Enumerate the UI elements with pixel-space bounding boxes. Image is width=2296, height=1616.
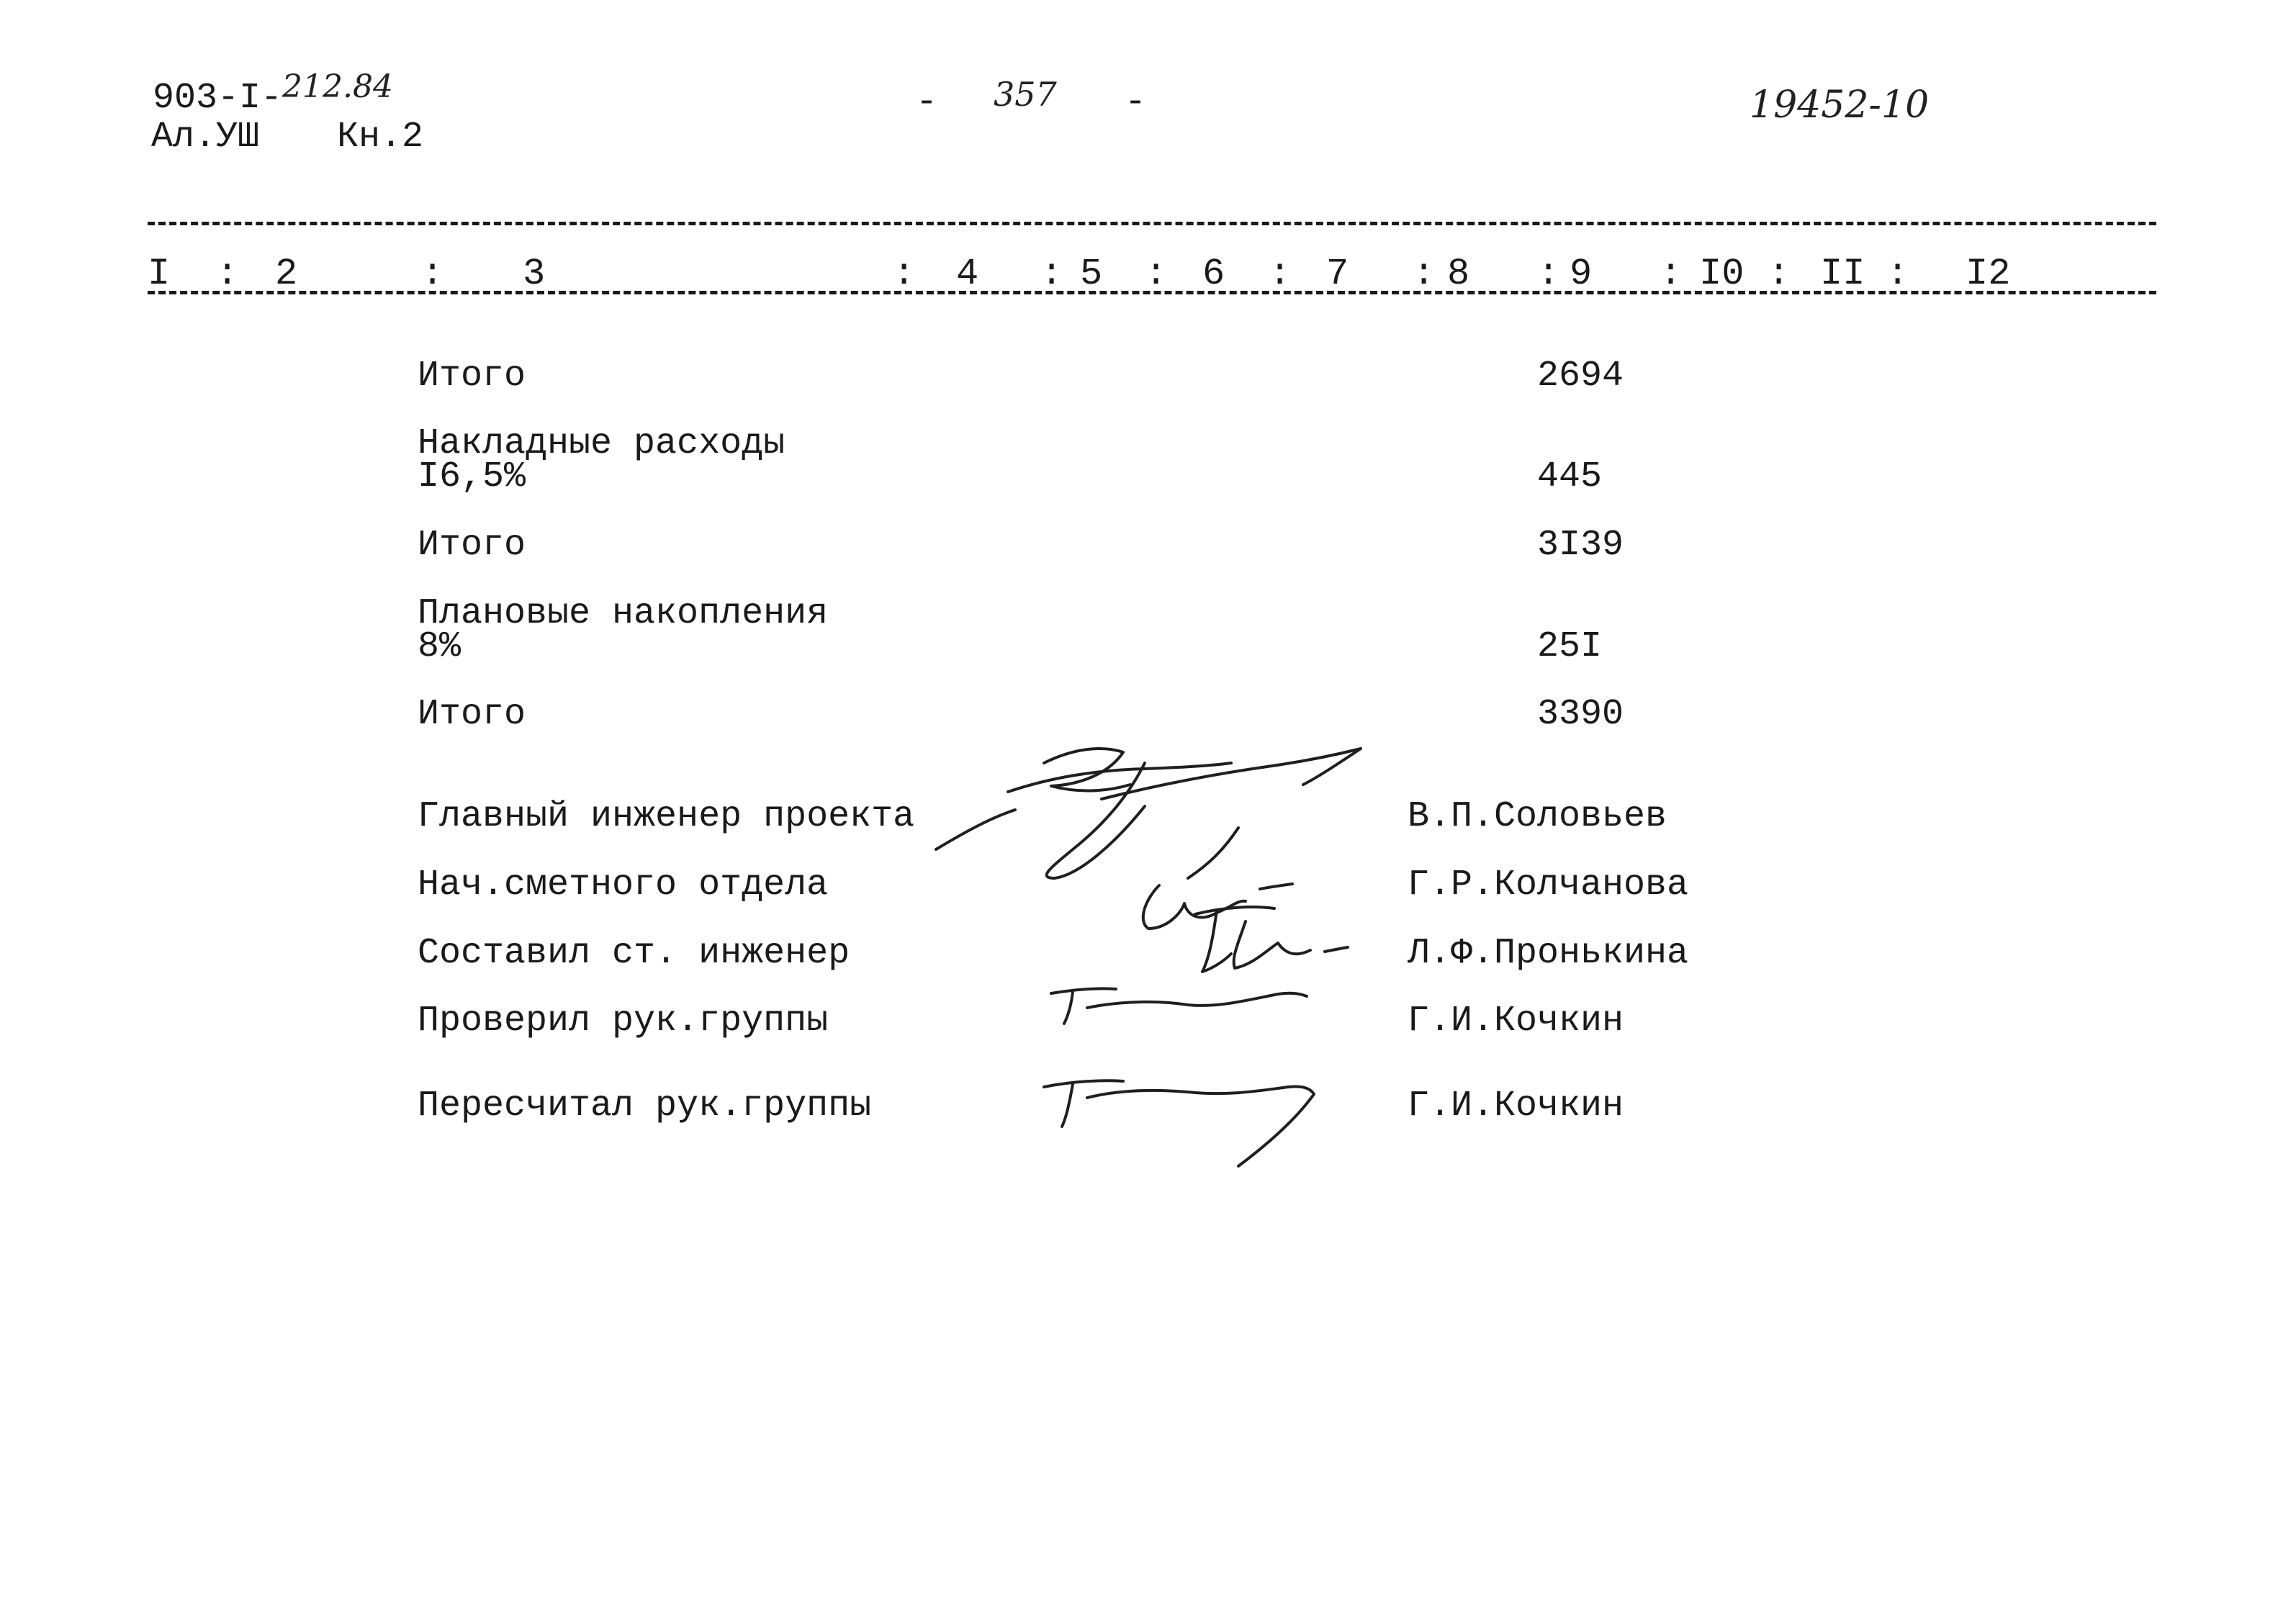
page-dash-left: - <box>916 82 938 123</box>
column-separator: : <box>1660 253 1683 295</box>
row-label-percent: 8% <box>418 626 462 667</box>
signature-role: Главный инженер проекта <box>418 796 915 837</box>
table-top-rule <box>148 222 2156 225</box>
page-number: 357 <box>994 75 1057 114</box>
column-header: I2 <box>1966 253 2011 295</box>
column-separator: : <box>1537 253 1560 295</box>
column-header: II <box>1820 253 1865 295</box>
column-separator: : <box>1040 253 1063 295</box>
column-header: 3 <box>523 253 546 295</box>
row-label: Итого <box>418 525 526 566</box>
column-separator: : <box>1145 253 1168 295</box>
row-label-percent: I6,5% <box>418 456 526 497</box>
row-value: 25I <box>1537 626 1603 667</box>
column-header: 5 <box>1080 253 1103 295</box>
row-label: Итого <box>418 356 526 397</box>
column-separator: : <box>421 253 444 295</box>
album-label: Ал.УШ <box>151 117 260 158</box>
column-header: 8 <box>1447 253 1470 295</box>
signature-name: В.П.Соловьев <box>1408 796 1667 837</box>
row-label: Плановые накопления <box>418 593 829 634</box>
column-header: I <box>148 253 171 295</box>
signature-role: Пересчитал рук.группы <box>418 1085 872 1127</box>
row-label: Итого <box>418 694 526 735</box>
column-separator: : <box>1886 253 1909 295</box>
column-separator: : <box>216 253 239 295</box>
column-header: 7 <box>1326 253 1349 295</box>
doc-code <box>153 68 393 119</box>
signature-mark-checker <box>1044 979 1318 1037</box>
row-value: 3390 <box>1537 694 1624 735</box>
signature-name: Г.И.Кочкин <box>1408 1001 1624 1042</box>
column-header: I0 <box>1699 253 1744 295</box>
row-value: 3I39 <box>1537 525 1624 566</box>
column-header: 9 <box>1570 253 1593 295</box>
signature-mark-recalculator <box>1037 1065 1339 1173</box>
column-separator: : <box>1413 253 1436 295</box>
archive-number: 19452-10 <box>1750 83 1930 127</box>
signature-name: Л.Ф.Пронькина <box>1408 933 1689 974</box>
column-header: 6 <box>1202 253 1225 295</box>
signature-role: Составил ст. инженер <box>418 933 850 974</box>
row-value: 2694 <box>1537 356 1624 397</box>
column-separator: : <box>1768 253 1791 295</box>
column-header: 2 <box>275 253 298 295</box>
signature-role: Нач.сметного отдела <box>418 865 829 906</box>
doc-code-handwritten: 212.84 <box>282 68 393 105</box>
column-separator: : <box>1269 253 1292 295</box>
doc-code-printed: 903-I- <box>153 78 283 119</box>
signature-name: Г.Р.Колчанова <box>1408 865 1689 906</box>
page-dash-right: - <box>1125 82 1147 123</box>
signature-name: Г.И.Кочкин <box>1408 1085 1624 1127</box>
row-label: Накладные расходы <box>418 423 785 464</box>
column-header: 4 <box>956 253 979 295</box>
row-value: 445 <box>1537 456 1603 497</box>
book-label: Кн.2 <box>337 117 424 158</box>
signature-role: Проверил рук.группы <box>418 1001 829 1042</box>
column-separator: : <box>893 253 916 295</box>
